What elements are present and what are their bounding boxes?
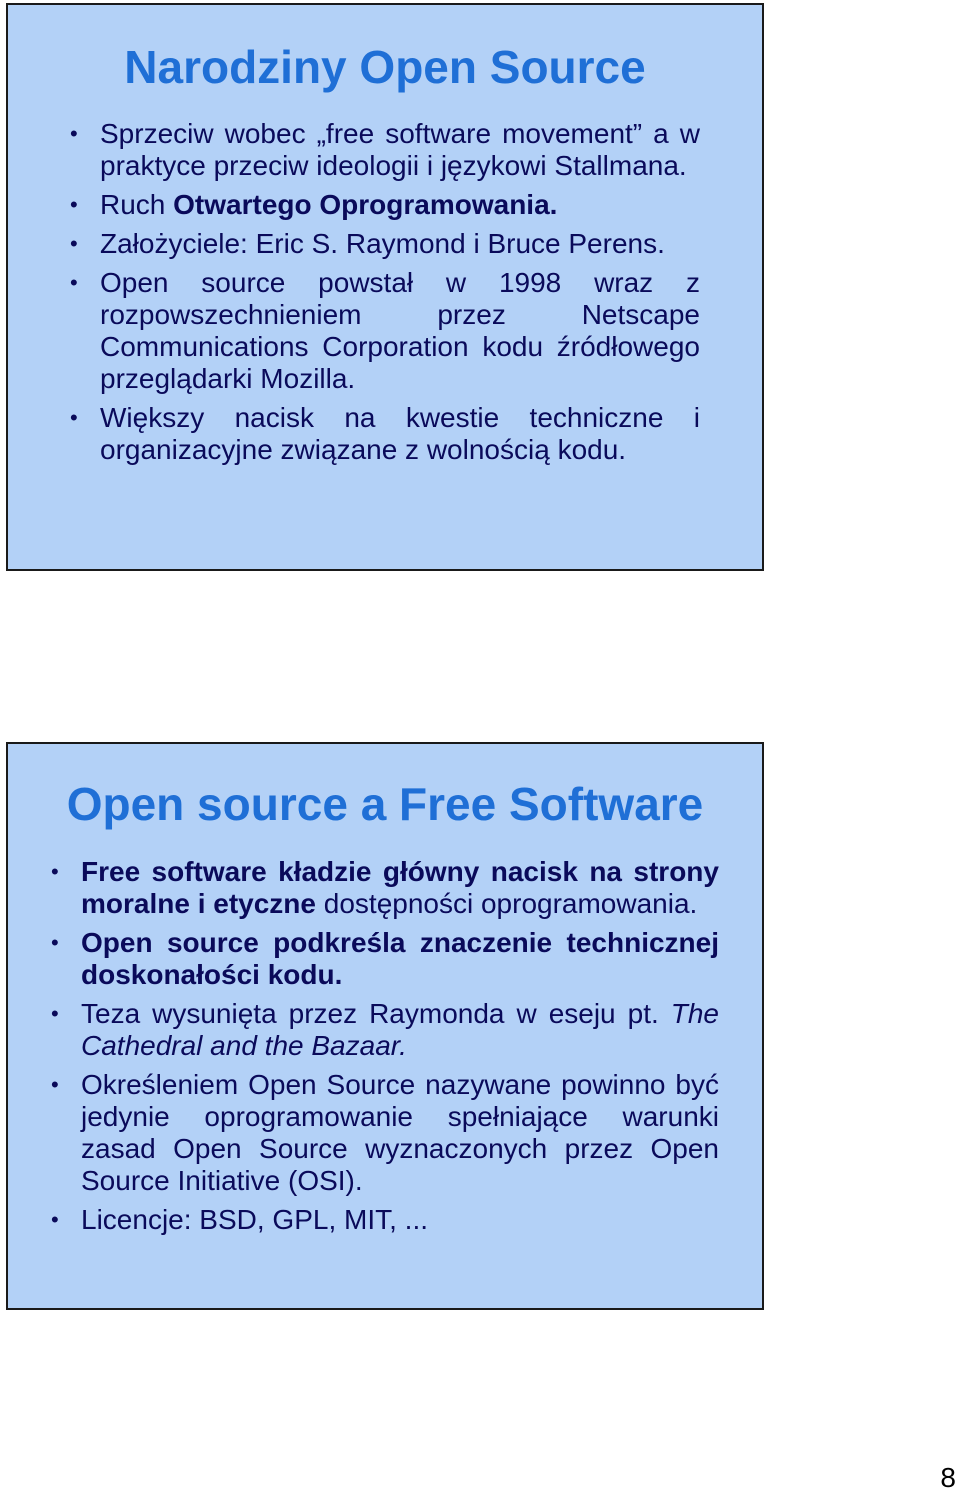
bullet-text: dostępności oprogramowania.	[315, 888, 698, 919]
slide-title: Open source a Free Software	[66, 778, 704, 830]
bullet-text: Teza wysunięta przez Raymonda w eseju pt.	[81, 998, 671, 1029]
slide-title: Narodziny Open Source	[124, 41, 646, 93]
bullet-item	[100, 118, 700, 182]
bullet-text: Większy nacisk na kwestie techniczne i organizacyjne związane z wolnością kodu.	[100, 402, 700, 465]
bullet-text: Założyciele: Eric S. Raymond i Bruce Perens.	[100, 228, 665, 259]
bullet-text-bold: Free software kładzie główny nacisk na strony moralne i etyczne	[81, 856, 719, 919]
bullet-text-bold: Open source podkreśla znaczenie technicznej doskonałości kodu.	[81, 927, 719, 990]
slide-open-source-a-free-software	[6, 742, 764, 1310]
bullet-text: Ruch	[100, 189, 174, 220]
bullet-text: Sprzeciw wobec „free software movement” a w praktyce przeciw ideologii i językowi Stallmana.	[100, 118, 700, 181]
bullet-text-bold: Otwartego Oprogramowania.	[173, 189, 558, 220]
slide-narodziny-open-source	[6, 3, 764, 571]
bullet-list	[100, 118, 700, 473]
bullet-item	[100, 402, 700, 466]
bullet-text: Licencje: BSD, GPL, MIT, ...	[81, 1204, 429, 1235]
bullet-list	[81, 856, 719, 1243]
bullet-item	[100, 228, 700, 260]
bullet-item	[81, 1204, 719, 1236]
bullet-text: Open source powstał w 1998 wraz z rozpowszechnieniem przez Netscape Communications Corporation kodu źródłowego przeglądarki Mozilla.	[100, 267, 700, 394]
bullet-item	[100, 189, 700, 221]
bullet-item	[81, 927, 719, 991]
bullet-item	[81, 998, 719, 1062]
bullet-item	[81, 856, 719, 920]
bullet-item	[100, 267, 700, 395]
bullet-text: Określeniem Open Source nazywane powinno być jedynie oprogramowanie spełniające warunki zasad Open Source wyznaczonych przez Open Source Initiative (OSI).	[81, 1069, 719, 1196]
bullet-text-italic: The Cathedral and the Bazaar.	[81, 998, 719, 1061]
page-number: 8	[940, 1462, 956, 1493]
bullet-item	[81, 1069, 719, 1197]
